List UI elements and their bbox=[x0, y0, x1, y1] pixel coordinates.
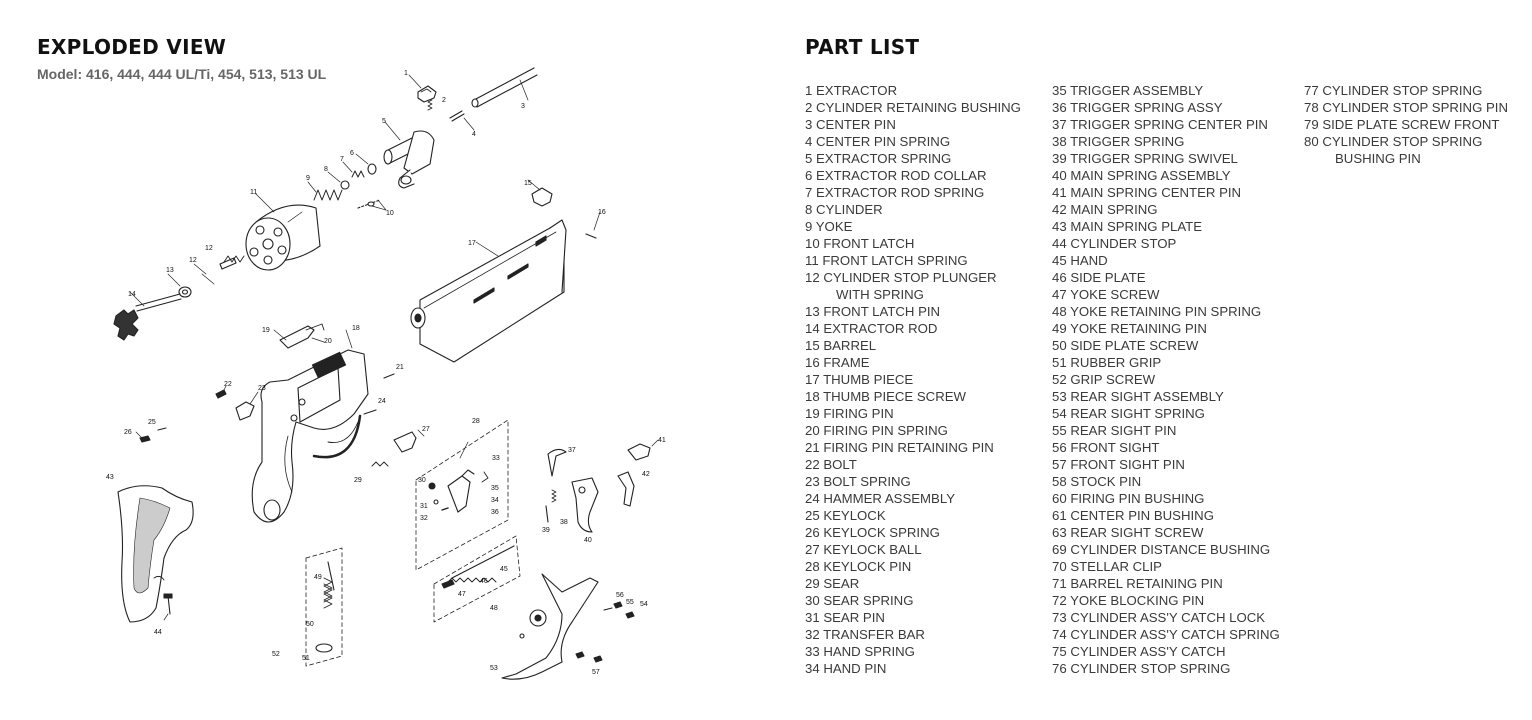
part-list-item: 14 EXTRACTOR ROD bbox=[805, 321, 938, 336]
callout-label: 32 bbox=[420, 515, 428, 522]
callout-label: 33 bbox=[492, 455, 500, 462]
callout-label: 21 bbox=[396, 364, 404, 371]
part-list-item: 46 SIDE PLATE bbox=[1052, 270, 1146, 285]
part-list-item: 42 MAIN SPRING bbox=[1052, 202, 1158, 217]
callout-label: 23 bbox=[258, 385, 266, 392]
part-list-item: 40 MAIN SPRING ASSEMBLY bbox=[1052, 168, 1231, 183]
part-list-item: 31 SEAR PIN bbox=[805, 610, 885, 625]
part-list-item: 32 TRANSFER BAR bbox=[805, 627, 925, 642]
part-list-item: 75 CYLINDER ASS'Y CATCH bbox=[1052, 644, 1226, 659]
part-list-title: PART LIST bbox=[805, 35, 920, 59]
part-barrel bbox=[411, 220, 566, 362]
part-list-item: 77 CYLINDER STOP SPRING bbox=[1304, 83, 1483, 98]
part-list-item: 26 KEYLOCK SPRING bbox=[805, 525, 940, 540]
callout-label: 54 bbox=[640, 601, 648, 608]
callout-label: 57 bbox=[592, 669, 600, 676]
part-list-item: 60 FIRING PIN BUSHING bbox=[1052, 491, 1205, 506]
callout-label: 12 bbox=[189, 257, 197, 264]
part-list-column-1 bbox=[805, 82, 1021, 677]
callout-label: 38 bbox=[560, 519, 568, 526]
part-list-item: 17 THUMB PIECE bbox=[805, 372, 914, 387]
part-list-item: 37 TRIGGER SPRING CENTER PIN bbox=[1052, 117, 1268, 132]
part-list-item: 30 SEAR SPRING bbox=[805, 593, 914, 608]
callout-label: 27 bbox=[422, 426, 430, 433]
part-list-item: BUSHING PIN bbox=[1335, 151, 1421, 166]
callout-label: 2 bbox=[442, 97, 446, 104]
part-list-item: 28 KEYLOCK PIN bbox=[805, 559, 912, 574]
callout-label: 1 bbox=[404, 70, 408, 77]
part-list-item: 25 KEYLOCK bbox=[805, 508, 886, 523]
part-list-item: 52 GRIP SCREW bbox=[1052, 372, 1156, 387]
part-list-item: 41 MAIN SPRING CENTER PIN bbox=[1052, 185, 1242, 200]
part-list-item: 76 CYLINDER STOP SPRING bbox=[1052, 661, 1231, 676]
part-rear-sight bbox=[274, 324, 324, 348]
revolver-drawing bbox=[88, 62, 688, 692]
part-list-item: 4 CENTER PIN SPRING bbox=[805, 134, 951, 149]
part-list-item: 15 BARREL bbox=[805, 338, 877, 353]
part-list-item: 1 EXTRACTOR bbox=[805, 83, 898, 98]
callout-label: 24 bbox=[378, 398, 386, 405]
part-list-item: 70 STELLAR CLIP bbox=[1052, 559, 1162, 574]
part-list-item: 50 SIDE PLATE SCREW bbox=[1052, 338, 1199, 353]
part-list-item: 29 SEAR bbox=[805, 576, 860, 591]
callout-label: 44 bbox=[154, 629, 162, 636]
callout-label: 25 bbox=[148, 419, 156, 426]
part-grip-screw bbox=[164, 594, 172, 620]
part-trigger bbox=[572, 478, 598, 532]
callout-label: 13 bbox=[166, 267, 174, 274]
part-extractor-rod bbox=[472, 68, 537, 107]
callout-label: 42 bbox=[642, 471, 650, 478]
part-list-item: 21 FIRING PIN RETAINING PIN bbox=[805, 440, 994, 455]
callout-label: 14 bbox=[128, 291, 136, 298]
part-list-item: 69 CYLINDER DISTANCE BUSHING bbox=[1052, 542, 1271, 557]
callout-label: 6 bbox=[350, 150, 354, 157]
part-list-item: 10 FRONT LATCH bbox=[805, 236, 915, 251]
part-cylinder-stop-plunger bbox=[358, 200, 386, 210]
part-list-item: 11 FRONT LATCH SPRING bbox=[805, 253, 968, 268]
part-list-column-3 bbox=[1304, 82, 1508, 167]
part-side-plate-screws bbox=[576, 602, 634, 662]
part-list-item: 18 THUMB PIECE SCREW bbox=[805, 389, 966, 404]
part-list-item: 54 REAR SIGHT SPRING bbox=[1052, 406, 1205, 421]
part-list-item: 2 CYLINDER RETAINING BUSHING bbox=[805, 100, 1021, 115]
callout-label: 11 bbox=[250, 189, 258, 196]
callout-label: 30 bbox=[418, 477, 426, 484]
part-front-latch bbox=[409, 75, 436, 102]
part-list-item: 63 REAR SIGHT SCREW bbox=[1052, 525, 1204, 540]
part-list-item: 24 HAMMER ASSEMBLY bbox=[805, 491, 955, 506]
part-list-item: 38 TRIGGER SPRING bbox=[1052, 134, 1185, 149]
part-cylinder bbox=[246, 194, 320, 270]
part-yoke bbox=[384, 122, 434, 188]
part-list-item: 3 CENTER PIN bbox=[805, 117, 896, 132]
callout-label: 53 bbox=[490, 665, 498, 672]
callout-label: 39 bbox=[542, 527, 550, 534]
callout-label: 37 bbox=[568, 447, 576, 454]
part-front-latch-spring bbox=[428, 100, 432, 110]
part-list-item: 57 FRONT SIGHT PIN bbox=[1052, 457, 1185, 472]
part-list-item: 34 HAND PIN bbox=[805, 661, 887, 676]
part-cylinder-stop bbox=[618, 440, 658, 506]
callout-label: 56 bbox=[616, 592, 624, 599]
part-extractor bbox=[114, 292, 181, 340]
part-bolt bbox=[372, 430, 424, 466]
callout-label: 20 bbox=[324, 338, 332, 345]
part-transfer-bar bbox=[546, 449, 566, 522]
part-list-item: 58 STOCK PIN bbox=[1052, 474, 1142, 489]
callout-label: 10 bbox=[386, 210, 394, 217]
part-list-item: 48 YOKE RETAINING PIN SPRING bbox=[1052, 304, 1262, 319]
callout-label: 7 bbox=[340, 156, 344, 163]
part-list-item: 33 HAND SPRING bbox=[805, 644, 915, 659]
part-list-item: 53 REAR SIGHT ASSEMBLY bbox=[1052, 389, 1224, 404]
exploded-view-title: EXPLODED VIEW bbox=[37, 35, 227, 59]
part-list-item: 78 CYLINDER STOP SPRING PIN bbox=[1304, 100, 1508, 115]
part-list-item: 51 RUBBER GRIP bbox=[1052, 355, 1162, 370]
callout-label: 8 bbox=[324, 166, 328, 173]
part-list-item: 73 CYLINDER ASS'Y CATCH LOCK bbox=[1052, 610, 1266, 625]
callout-label: 50 bbox=[306, 621, 314, 628]
part-list-item: 5 EXTRACTOR SPRING bbox=[805, 151, 952, 166]
callout-label: 40 bbox=[584, 537, 592, 544]
callout-label: 52 bbox=[272, 651, 280, 658]
part-list-item: WITH SPRING bbox=[836, 287, 924, 302]
exploded-view-diagram bbox=[88, 62, 688, 692]
part-hammer-assembly bbox=[416, 420, 508, 570]
part-list-item: 23 BOLT SPRING bbox=[805, 474, 911, 489]
callout-label: 5 bbox=[382, 118, 386, 125]
part-list-item: 6 EXTRACTOR ROD COLLAR bbox=[805, 168, 987, 183]
part-list-item: 79 SIDE PLATE SCREW FRONT bbox=[1304, 117, 1500, 132]
part-frame bbox=[252, 330, 368, 522]
callout-label: 16 bbox=[598, 209, 606, 216]
callout-label: 19 bbox=[262, 327, 270, 334]
part-front-latch-pin bbox=[450, 111, 474, 130]
callout-label: 46 bbox=[480, 578, 488, 585]
part-list-item: 71 BARREL RETAINING PIN bbox=[1052, 576, 1223, 591]
part-list-item: 19 FIRING PIN bbox=[805, 406, 894, 421]
callout-label: 18 bbox=[352, 325, 360, 332]
part-list-item: 49 YOKE RETAINING PIN bbox=[1052, 321, 1207, 336]
part-list-item: 12 CYLINDER STOP PLUNGER bbox=[805, 270, 997, 285]
callout-label: 41 bbox=[658, 437, 666, 444]
part-list-item: 20 FIRING PIN SPRING bbox=[805, 423, 948, 438]
part-trigger-spring-assembly bbox=[434, 536, 520, 622]
part-list-item: 45 HAND bbox=[1052, 253, 1108, 268]
part-list-item: 9 YOKE bbox=[805, 219, 853, 234]
part-list-item: 61 CENTER PIN BUSHING bbox=[1052, 508, 1214, 523]
part-list-item: 7 EXTRACTOR ROD SPRING bbox=[805, 185, 985, 200]
callout-label: 55 bbox=[626, 599, 634, 606]
callout-label: 28 bbox=[472, 418, 480, 425]
part-list-item: 74 CYLINDER ASS'Y CATCH SPRING bbox=[1052, 627, 1280, 642]
part-list-item: 35 TRIGGER ASSEMBLY bbox=[1052, 83, 1204, 98]
part-list-item: 47 YOKE SCREW bbox=[1052, 287, 1160, 302]
callout-label: 3 bbox=[521, 103, 525, 110]
callout-label: 49 bbox=[314, 574, 322, 581]
callout-label: 35 bbox=[491, 485, 499, 492]
callout-label: 12 bbox=[205, 245, 213, 252]
part-side-plate bbox=[502, 574, 598, 679]
part-list-item: 36 TRIGGER SPRING ASSY bbox=[1052, 100, 1223, 115]
callout-label: 31 bbox=[420, 503, 428, 510]
part-list-item: 43 MAIN SPRING PLATE bbox=[1052, 219, 1202, 234]
callout-label: 17 bbox=[468, 240, 476, 247]
part-list-item: 55 REAR SIGHT PIN bbox=[1052, 423, 1177, 438]
callout-label: 45 bbox=[500, 566, 508, 573]
callout-label: 43 bbox=[106, 474, 114, 481]
part-list-item: 39 TRIGGER SPRING SWIVEL bbox=[1052, 151, 1238, 166]
part-list-item: 8 CYLINDER bbox=[805, 202, 883, 217]
part-list-item: 72 YOKE BLOCKING PIN bbox=[1052, 593, 1205, 608]
callout-label: 36 bbox=[491, 509, 499, 516]
callout-label: 9 bbox=[306, 175, 310, 182]
part-list-item: 22 BOLT bbox=[805, 457, 857, 472]
part-list-item: 80 CYLINDER STOP SPRING bbox=[1304, 134, 1483, 149]
part-list-item: 27 KEYLOCK BALL bbox=[805, 542, 922, 557]
part-list-item: 16 FRAME bbox=[805, 355, 870, 370]
part-thumb-piece bbox=[216, 386, 258, 420]
part-list-column-2 bbox=[1052, 82, 1280, 677]
callout-label: 48 bbox=[490, 605, 498, 612]
callout-label: 51 bbox=[302, 655, 310, 662]
callout-label: 4 bbox=[472, 131, 476, 138]
part-list-item: 56 FRONT SIGHT bbox=[1052, 440, 1160, 455]
model-list: Model: 416, 444, 444 UL/Ti, 454, 513, 513 UL bbox=[37, 66, 327, 82]
callout-label: 34 bbox=[491, 497, 499, 504]
part-list-item: 44 CYLINDER STOP bbox=[1052, 236, 1177, 251]
callout-label: 26 bbox=[124, 429, 132, 436]
callout-label: 47 bbox=[458, 591, 466, 598]
part-main-spring-assembly bbox=[306, 548, 342, 666]
part-rubber-grip bbox=[118, 486, 193, 622]
callout-label: 15 bbox=[524, 180, 532, 187]
callout-label: 29 bbox=[354, 477, 362, 484]
part-list-item: 13 FRONT LATCH PIN bbox=[805, 304, 941, 319]
part-center-pin bbox=[168, 256, 244, 297]
callout-label: 22 bbox=[224, 381, 232, 388]
